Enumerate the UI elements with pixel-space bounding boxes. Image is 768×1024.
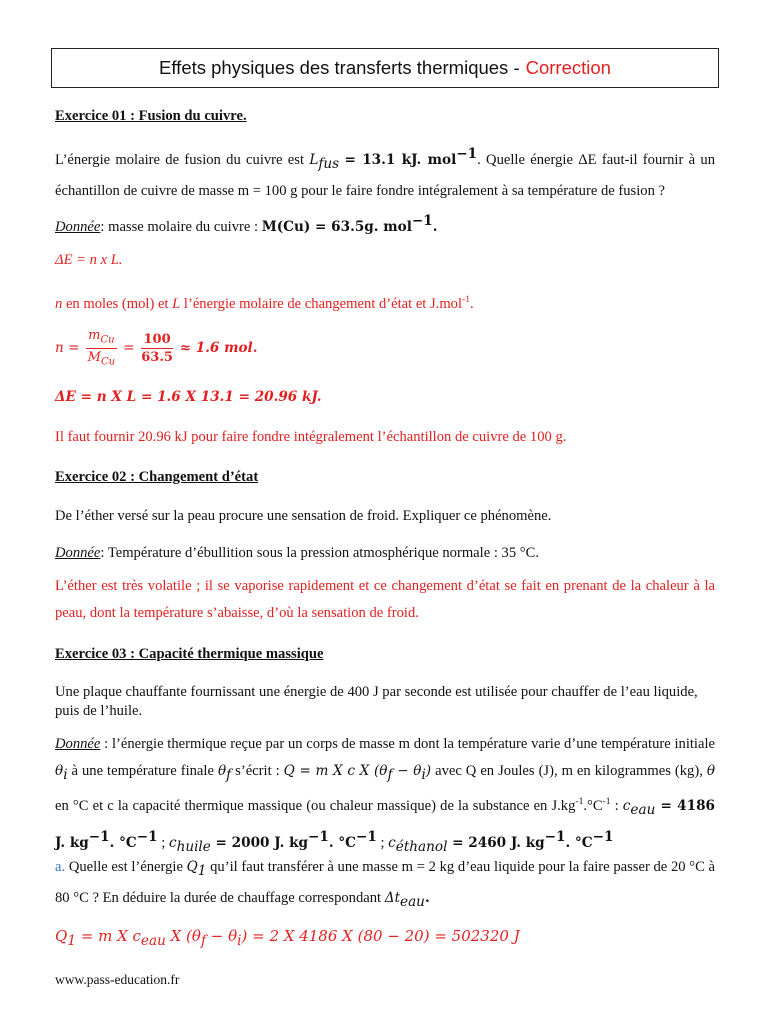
exercise-2-donnee: Donnée: Température d’ébullition sous la pression atmosphérique normale : 35 °C. bbox=[55, 545, 540, 561]
exercise-1-question: L’énergie molaire de fusion du cuivre est $L_{fus} = 13.1$ kJ. mol$^{-1}$. Quelle énergie ΔE faut-il fournir à un échantillon de cuivre de masse m = 100 g pour le faire fondre intégralement à sa température de fusion ? bbox=[55, 146, 715, 199]
footer-url[interactable]: www.pass-education.fr bbox=[55, 972, 180, 987]
exercise-1-n-calculation: n = $\frac{m_{Cu}}{M_{Cu}}$ = $\frac{100}{63.5}$ ≈ 1.6 mol. bbox=[55, 327, 258, 368]
exercise-3-question-a: a. Quelle est l’énergie $Q_1$ qu’il faut transférer à une masse m = 2 kg d’eau liquide pour la faire passer de 20 °C à 80 °C ? En déduire la durée de chauffage correspondant $\Delta t_{eau}$. bbox=[55, 859, 715, 910]
exercise-2-question: De l’éther versé sur la peau procure une sensation de froid. Expliquer ce phénomène. bbox=[55, 508, 552, 524]
exercise-3-donnee: Donnée : l’énergie thermique reçue par un corps de masse m dont la température varie d’une température initiale $\theta_i$ à une température finale $\theta_f$ s’écrit : Q = m X c X $(\theta_f - \theta_i)$ avec Q en Joules (J), m en kilogrammes (kg), θ en °C et c la capacité thermique massique (ou chaleur massique) de la substance en $J.kg^{-1}.^\circ C^{-1}$ : $c_{eau} = 4186$ J. $kg^{-1}$. $^\circ C^{-1}$ ; $c_{huile} = 2000$ J. $kg^{-1}$. $^\circ C^{-1}$ ; $c_{éthanol} = 2460$ J. $kg^{-1}$. $^\circ C^{-1}$ bbox=[55, 736, 716, 855]
exercise-2-answer: L’éther est très volatile ; il se vaporise rapidement et ce changement d’état se fait en prenant de la chaleur à la peau, dont la température s’abaisse, d’où la sensation de froid. bbox=[55, 578, 715, 621]
exercise-3-answer-a: $Q_1 = m$ X $c_{eau}$ X $(\theta_f - \theta_i) = 2$ X 4186 X (80 − 20) = 502320 J bbox=[55, 927, 520, 949]
exercise-1-conclusion: Il faut fournir 20.96 kJ pour faire fondre intégralement l’échantillon de cuivre de 100 g. bbox=[55, 429, 567, 445]
page-title-accent: Correction bbox=[525, 57, 611, 78]
exercise-1-formula: ΔE = n x L. bbox=[55, 252, 123, 268]
page-title: Effets physiques des transferts thermiques - bbox=[159, 57, 520, 78]
page-title-box bbox=[51, 48, 719, 88]
exercise-1-heading: Exercice 01 : Fusion du cuivre. bbox=[55, 108, 247, 124]
exercise-1-donnee: Donnée: masse molaire du cuivre : M(Cu) = 63.5g. mol$^{-1}$. bbox=[55, 213, 438, 235]
exercise-3-heading: Exercice 03 : Capacité thermique massique bbox=[55, 646, 324, 662]
exercise-2-heading: Exercice 02 : Changement d’état bbox=[55, 469, 259, 485]
exercise-1-energy-calculation: ΔE = n X L = 1.6 X 13.1 = 20.96 kJ. bbox=[55, 389, 322, 405]
exercise-3-intro: Une plaque chauffante fournissant une énergie de 400 J par seconde est utilisée pour chauffer de l’eau liquide, puis de l’huile. bbox=[55, 684, 698, 719]
exercise-1-definition: n en moles (mol) et L l’énergie molaire de changement d’état et J.mol$^{-1}$. bbox=[55, 295, 474, 312]
